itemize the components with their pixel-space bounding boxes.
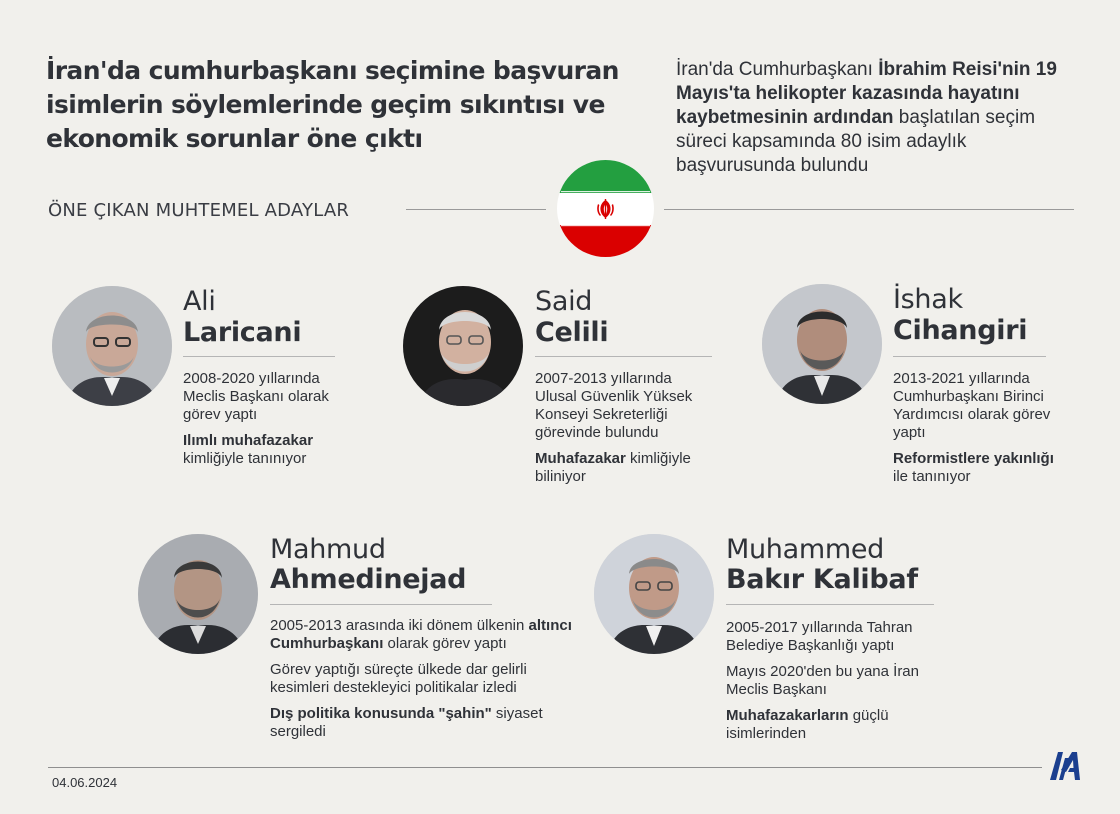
section-label: ÖNE ÇIKAN MUHTEMEL ADAYLAR [48,200,350,221]
candidate-first-name: Ali [183,286,216,317]
publish-date: 04.06.2024 [52,775,118,790]
candidate-last-name: Celili [535,317,609,348]
candidate-first-name: Mahmud [270,534,386,565]
divider [406,209,546,210]
candidate-photo-kalibaf [594,534,714,654]
candidate-last-name: Cihangiri [893,315,1028,346]
candidate-photo-ahmedinejad [138,534,258,654]
divider [664,209,1074,210]
divider [183,356,335,357]
candidate-photo-celili [403,286,523,406]
candidate-photo-cihangiri [762,284,882,404]
candidate-last-name: Ahmedinejad [270,564,467,595]
candidate-first-name: İshak [893,284,963,315]
candidate-description: 2007-2013 yıllarında Ulusal Güvenlik Yüksek Konseyi Sekreterliği görevinde bulundu Muhafazakar kimliğiyle biliniyor [535,370,693,485]
aa-logo-icon [1048,748,1082,782]
divider [893,356,1046,357]
candidate-last-name: Laricani [183,317,302,348]
candidate-description: 2005-2013 arasında iki dönem ülkenin altıncı Cumhurbaşkanı olarak görev yaptı Görev yaptığı süreçte ülkede dar gelirli kesimleri destekleyici politikalar izledi Dış politika konusunda "şahin" siyaset sergiledi [270,617,572,740]
divider [726,604,934,605]
candidate-description: 2005-2017 yıllarında Tahran Belediye Başkanlığı yaptı Mayıs 2020'den bu yana İran Meclis Başkanı Muhafazakarların güçlü isimlerinden [726,619,919,742]
footer-divider [48,767,1042,768]
candidate-description: 2008-2020 yıllarında Meclis Başkanı olarak görev yaptı Ilımlı muhafazakar kimliğiyle tanınıyor [183,370,329,467]
iran-flag-icon [557,160,654,257]
divider [270,604,492,605]
candidate-first-name: Said [535,286,593,317]
divider [535,356,712,357]
intro-text: İran'da Cumhurbaşkanı İbrahim Reisi'nin 19 Mayıs'ta helikopter kazasında hayatını kaybetmesinin ardından başlatılan seçim süreci kapsamında 80 isim adaylık başvurusunda bulundu [676,59,1057,176]
candidate-first-name: Muhammed [726,534,885,565]
page-title: İran'da cumhurbaşkanı seçimine başvuran isimlerin söylemlerinde geçim sıkıntısı ve ekonomik sorunlar öne çıktı [46,56,619,153]
candidate-photo-laricani [52,286,172,406]
candidate-last-name: Bakır Kalibaf [726,564,918,595]
candidate-description: 2013-2021 yıllarında Cumhurbaşkanı Birinci Yardımcısı olarak görev yaptı Reformistlere yakınlığı ile tanınıyor [893,370,1054,485]
